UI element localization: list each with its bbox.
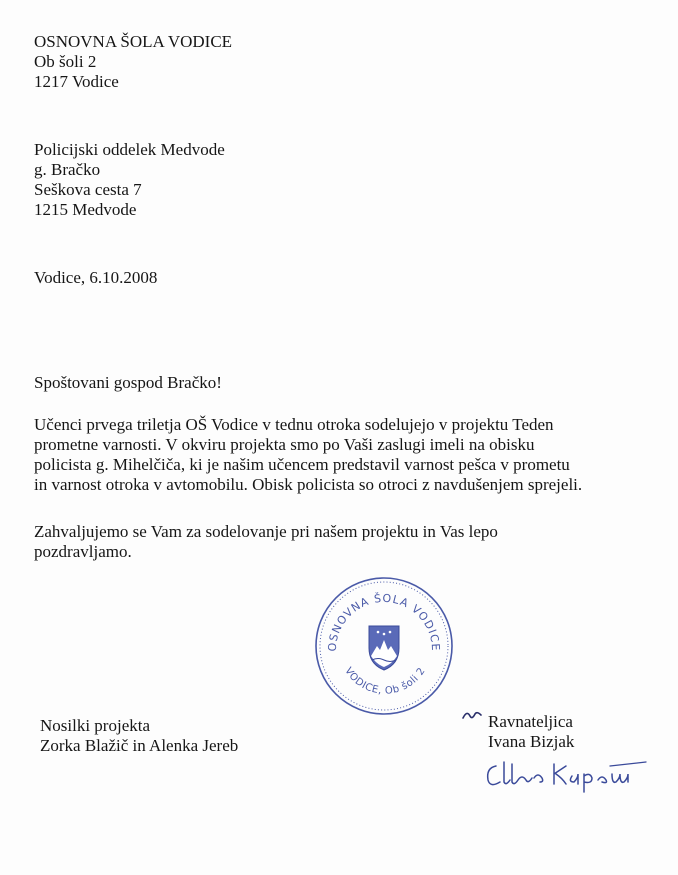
recipient-office: Policijski oddelek Medvode (34, 140, 225, 159)
signature-right-role: Ravnateljica (488, 712, 573, 731)
signature-left-role: Nosilki projekta (40, 716, 151, 735)
school-stamp-seal (312, 574, 456, 718)
signature-left-names: Zorka Blažič in Alenka Jereb (40, 736, 239, 755)
recipient-address (34, 140, 225, 220)
paragraph-line: in varnost otroka v avtomobilu. Obisk policista so otroci z navdušenjem sprejeli. (34, 475, 583, 494)
handwritten-signature (482, 752, 652, 798)
salutation: Spoštovani gospod Bračko! (34, 373, 222, 392)
handwritten-initial-mark (460, 706, 484, 724)
paragraph-line: pozdravljamo. (34, 542, 132, 561)
sender-name: OSNOVNA ŠOLA VODICE (34, 32, 233, 51)
paragraph-1 (34, 415, 582, 495)
signature-block-right (488, 712, 574, 752)
sender-address (34, 32, 232, 92)
recipient-city: 1215 Medvode (34, 200, 137, 219)
signature-block-left (40, 716, 238, 756)
stamp-text-bottom: VODICE, Ob šoli 2 (342, 665, 428, 697)
sender-street: Ob šoli 2 (34, 52, 97, 71)
coat-of-arms-icon (369, 626, 399, 670)
recipient-person: g. Bračko (34, 160, 101, 179)
sender-city: 1217 Vodice (34, 72, 119, 91)
recipient-street: Seškova cesta 7 (34, 180, 142, 199)
date-line: Vodice, 6.10.2008 (34, 268, 158, 287)
stamp-text-top: OSNOVNA ŠOLA VODICE (325, 591, 443, 652)
paragraph-line: policista g. Mihelčiča, ki je našim učencem predstavil varnost pešca v prometu (34, 455, 570, 474)
signature-right-name: Ivana Bizjak (488, 732, 575, 751)
paragraph-line: Zahvaljujemo se Vam za sodelovanje pri našem projektu in Vas lepo (34, 522, 498, 541)
paragraph-2 (34, 522, 498, 562)
paragraph-line: Učenci prvega triletja OŠ Vodice v tednu otroka sodelujejo v projektu Teden (34, 415, 554, 434)
paragraph-line: prometne varnosti. V okviru projekta smo po Vaši zaslugi imeli na obisku (34, 435, 535, 454)
